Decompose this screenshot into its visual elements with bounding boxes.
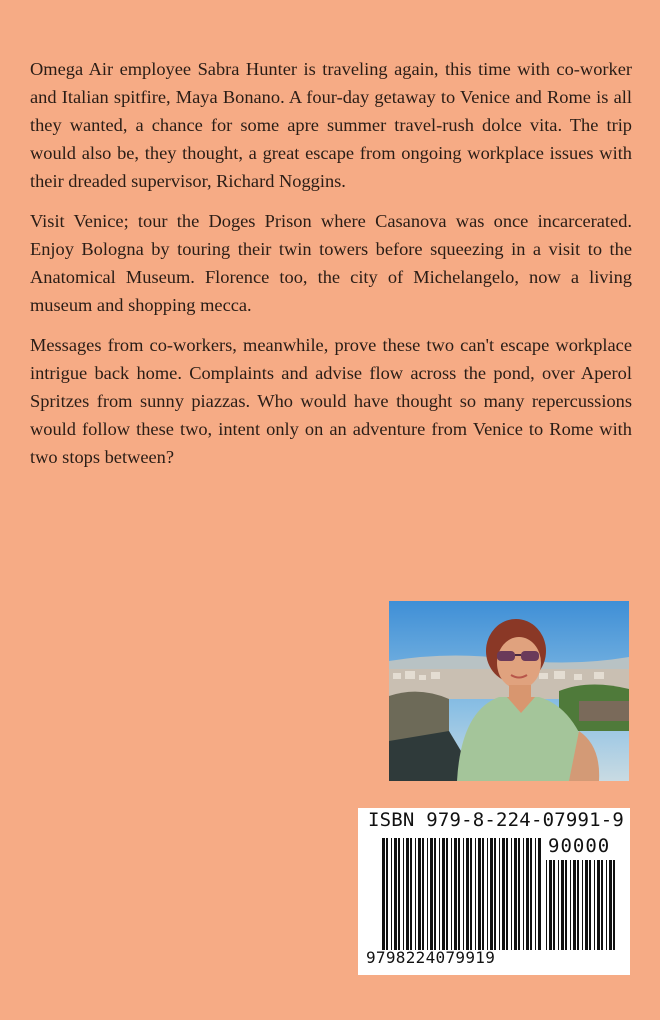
- barcode-bar: [439, 838, 440, 950]
- author-photo: [389, 601, 629, 781]
- barcode-bar: [577, 860, 579, 950]
- barcode-bar: [530, 838, 532, 950]
- barcode-bar: [499, 838, 500, 950]
- barcode-bar: [589, 860, 591, 950]
- barcode-bar: [427, 838, 428, 950]
- barcode-bar: [451, 838, 452, 950]
- blurb-paragraph-1: Omega Air employee Sabra Hunter is traveling again, this time with co-worker and Italian spitfire, Maya Bonano. A four-day getaway to Venice and Rome is all they wanted, a chance for some apre summer travel-rush dolce vita. The trip would also be, they thought, a great escape from ongoing workplace issues with their dreaded supervisor, Richard Noggins.: [30, 59, 632, 191]
- barcode-bar: [561, 860, 564, 950]
- barcode-bar: [406, 838, 409, 950]
- barcode-bar: [463, 838, 464, 950]
- barcode-bar: [403, 838, 404, 950]
- barcode-bar: [523, 838, 524, 950]
- barcode-bar: [482, 838, 484, 950]
- barcode-bar: [502, 838, 505, 950]
- barcode-digits: 9798224079919: [366, 948, 496, 967]
- barcode-bar: [565, 860, 567, 950]
- isbn-label: ISBN 979-8-224-07991-9: [368, 809, 625, 831]
- barcode-bar: [613, 860, 615, 950]
- price-addon-bars: [546, 860, 620, 950]
- blurb-paragraph-3: Messages from co-workers, meanwhile, prove these two can't escape workplace intrigue back home. Complaints and advise flow across the pond, over Aperol Spritzes from sunny piazzas. Who would have thought so many repercussions would follow these two, intent only on an adventure from Venice to Rome with two stops between?: [30, 335, 632, 467]
- barcode-bar: [415, 838, 416, 950]
- barcode-bar: [475, 838, 476, 950]
- barcode-bar: [487, 838, 488, 950]
- barcode-bar: [458, 838, 460, 950]
- barcode-bar: [391, 838, 392, 950]
- barcode-bar: [410, 838, 412, 950]
- barcode-bar: [514, 838, 517, 950]
- barcode-bar: [382, 838, 385, 950]
- barcode-bar: [558, 860, 559, 950]
- barcode-bar: [549, 860, 552, 950]
- barcode-bar: [470, 838, 472, 950]
- barcode-bar: [606, 860, 607, 950]
- back-cover-blurb: [30, 55, 632, 483]
- barcode-bar: [442, 838, 445, 950]
- price-code: 90000: [548, 835, 611, 857]
- barcode-bar: [582, 860, 583, 950]
- barcode-bar: [430, 838, 433, 950]
- barcode-bar: [597, 860, 600, 950]
- barcode-bar: [601, 860, 603, 950]
- barcode-bar: [546, 860, 547, 950]
- barcode-bar: [446, 838, 448, 950]
- barcode-bar: [518, 838, 520, 950]
- barcode-bar: [535, 838, 536, 950]
- barcode-bar: [585, 860, 588, 950]
- barcode-bar: [454, 838, 457, 950]
- barcode-bar: [506, 838, 508, 950]
- barcode-bar: [422, 838, 424, 950]
- barcode-bar: [386, 838, 388, 950]
- barcode-bar: [573, 860, 576, 950]
- blurb-paragraph-2: Visit Venice; tour the Doges Prison where Casanova was once incarcerated. Enjoy Bologna by touring their twin towers before squeezing in a visit to the Anatomical Museum. Florence too, the city of Michelangelo, now a living museum and shopping mecca.: [30, 211, 632, 315]
- barcode-bar: [466, 838, 469, 950]
- barcode-bar: [526, 838, 529, 950]
- isbn-barcode: [358, 808, 630, 975]
- barcode-bar: [490, 838, 493, 950]
- barcode-bar: [418, 838, 421, 950]
- barcode-bar: [398, 838, 400, 950]
- barcode-bar: [538, 838, 541, 950]
- barcode-bar: [594, 860, 595, 950]
- barcode-bar: [394, 838, 397, 950]
- barcode-bar: [609, 860, 612, 950]
- barcode-bar: [434, 838, 436, 950]
- barcode-bar: [478, 838, 481, 950]
- barcode-bar: [511, 838, 512, 950]
- barcode-bar: [570, 860, 571, 950]
- ean13-bars: [382, 838, 542, 950]
- barcode-bar: [553, 860, 555, 950]
- barcode-bar: [494, 838, 496, 950]
